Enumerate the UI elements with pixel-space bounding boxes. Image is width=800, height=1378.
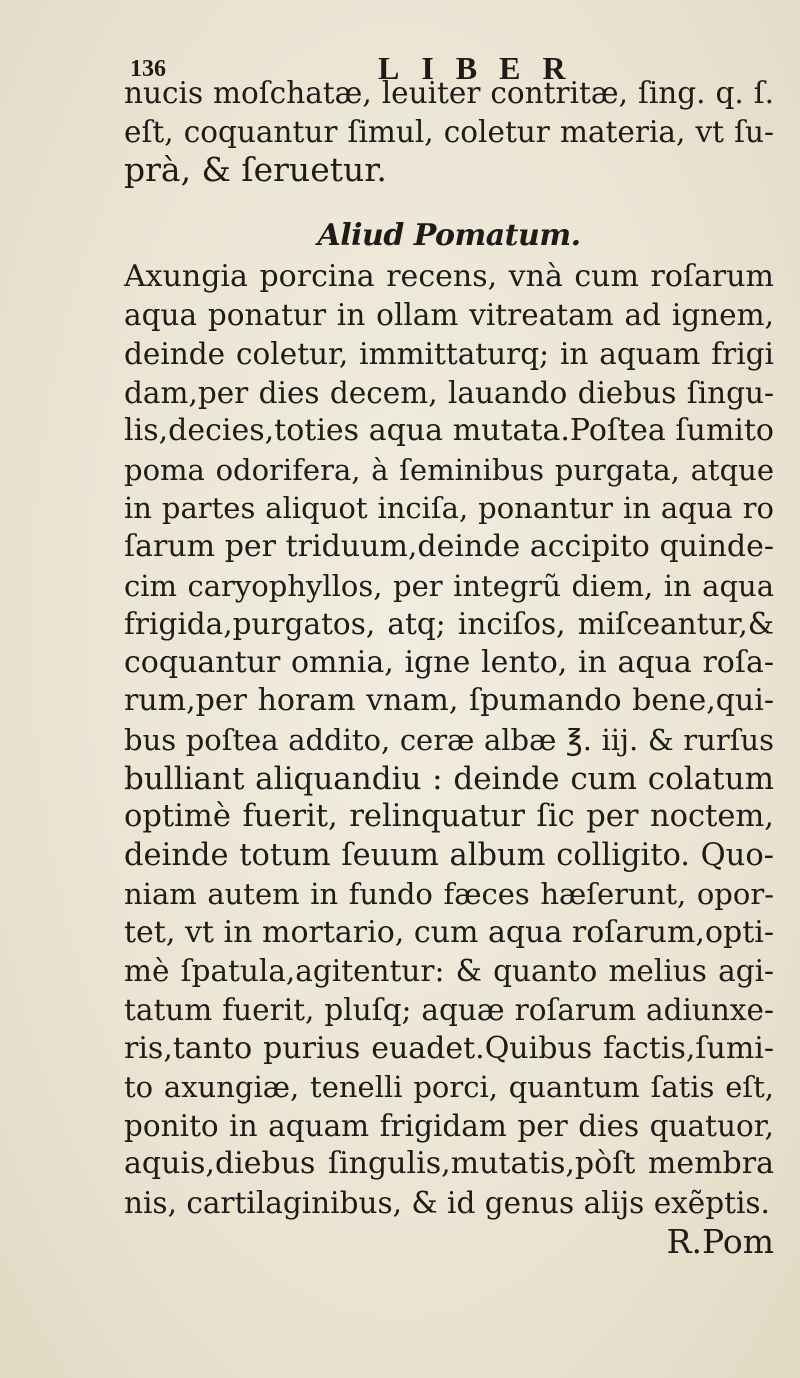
intro-paragraph [124, 74, 774, 190]
recipe-title: Aliud Pomatum. [317, 217, 581, 253]
text-line: ſarum per triduum,deinde accipito quinde- [124, 528, 774, 564]
text-line: to axungiæ, tenelli porci, quantum ſatis eſt, [124, 1070, 774, 1105]
text-line: tatum fuerit, pluſq; aquæ roſarum adiunxe- [124, 993, 774, 1028]
text-line: cim caryophyllos, per integrũ diem, in aqua [124, 568, 774, 603]
text-line: ris,tanto purius euadet.Quibus factis,ſumi- [124, 1030, 774, 1066]
text-line: nucis moſchatæ, leuiter contritæ, ſing. q. ſ. [124, 76, 774, 110]
text-line: nis, cartilaginibus, & id genus alijs exẽptis. [124, 1186, 770, 1221]
page-number: 136 [130, 56, 166, 82]
catchword: R.Pom [666, 1221, 774, 1261]
running-head: LIBER [378, 50, 588, 86]
text-line: optimè fuerit, relinquatur ſic per noctem, [124, 799, 774, 835]
text-line: dam,per dies decem, lauando diebus ſingu- [124, 375, 774, 410]
recipe-paragraph [124, 258, 774, 1261]
text-line: prà, & ſeruetur. [124, 150, 387, 190]
text-line: mè ſpatula,agitentur: & quanto melius agi- [124, 954, 774, 989]
text-line: deinde totum ſeuum album colligito. Quo- [124, 837, 774, 873]
text-line: niam autem in fundo fæces hæſerunt, opor- [124, 877, 774, 912]
body-text [124, 74, 774, 1261]
text-line: bus poſtea addito, ceræ albæ ℥. iij. & rurſus [124, 722, 774, 757]
text-line: rum,per horam vnam, ſpumando bene,qui- [124, 683, 774, 719]
text-line: coquantur omnia, igne lento, in aqua roſa- [124, 644, 774, 680]
text-line: frigida,purgatos, atq; inciſos, miſceantur,& [124, 607, 774, 642]
text-line: aquis,diebus ſingulis,mutatis,pòſt membra [124, 1146, 774, 1182]
text-line: aqua ponatur in ollam vitreatam ad ignem, [124, 298, 774, 333]
text-line: tet, vt in mortario, cum aqua roſarum,opti- [124, 914, 774, 950]
text-line: eſt, coquantur ſimul, coletur materia, vt ſu- [124, 114, 774, 149]
text-line: poma odorifera, à ſeminibus purgata, atque [124, 452, 774, 487]
text-line: lis,decies,toties aqua mutata.Poſtea ſumito [124, 413, 774, 449]
text-line: bulliant aliquandiu : deinde cum colatum [124, 760, 774, 797]
text-line: ponito in aquam frigidam per dies quatuor, [124, 1108, 774, 1143]
text-line: in partes aliquot inciſa, ponantur in aqua ro [124, 491, 774, 526]
text-line: Axungia porcina recens, vnà cum roſarum [124, 258, 774, 294]
text-line: deinde coletur, immittaturq; in aquam frigi [124, 336, 774, 371]
